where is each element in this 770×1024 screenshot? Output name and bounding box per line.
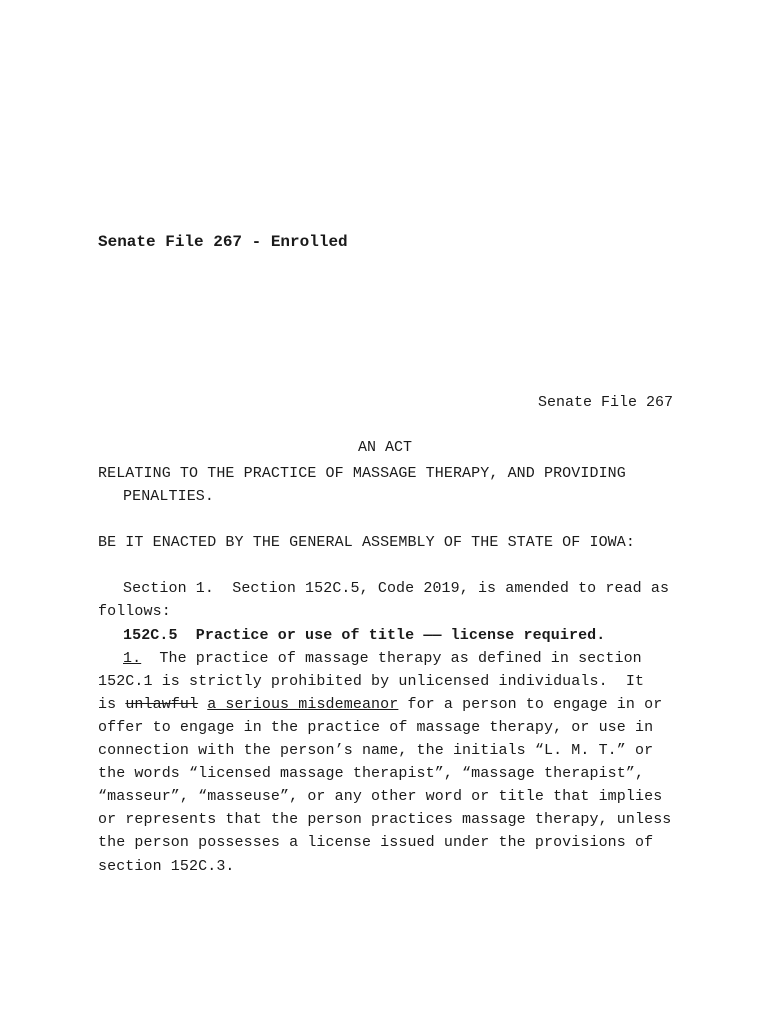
file-number: Senate File 267 bbox=[537, 394, 673, 411]
section-1-line-1: Section 1. Section 152C.5, Code 2019, is amended to read as bbox=[123, 580, 670, 597]
relating-line-2: PENALTIES. bbox=[123, 488, 215, 505]
body-line-8: or represents that the person practices massage therapy, unless bbox=[98, 811, 672, 828]
section-1-line-2: follows: bbox=[98, 603, 171, 620]
relating-line-1: RELATING TO THE PRACTICE OF MASSAGE THERAPY, AND PROVIDING bbox=[98, 465, 626, 482]
body-line-3-start: is bbox=[98, 696, 126, 713]
struck-text: unlawful bbox=[125, 696, 199, 713]
document-header-title: Senate File 267 - Enrolled bbox=[98, 233, 348, 251]
body-line-1 bbox=[123, 647, 642, 670]
act-heading: AN ACT bbox=[357, 439, 412, 456]
body-line-6: the words “licensed massage therapist”, “massage therapist”, bbox=[98, 765, 645, 782]
section-heading: 152C.5 Practice or use of title —— license required. bbox=[123, 627, 606, 644]
body-line-2: 152C.1 is strictly prohibited by unlicensed individuals. It bbox=[98, 673, 645, 690]
body-line-3 bbox=[98, 693, 662, 716]
body-line-10: section 152C.3. bbox=[98, 858, 235, 875]
body-line-9: the person possesses a license issued under the provisions of bbox=[98, 834, 654, 851]
subsection-number: 1. bbox=[123, 650, 142, 667]
inserted-text: a serious misdemeanor bbox=[207, 696, 399, 713]
body-line-5: connection with the person’s name, the initials “L. M. T.” or bbox=[98, 742, 654, 759]
body-line-3-end: for a person to engage in or bbox=[398, 696, 663, 713]
body-line-7: “masseur”, “masseuse”, or any other word or title that implies bbox=[98, 788, 663, 805]
enacting-clause: BE IT ENACTED BY THE GENERAL ASSEMBLY OF THE STATE OF IOWA: bbox=[98, 534, 635, 551]
body-line-4: offer to engage in the practice of massage therapy, or use in bbox=[98, 719, 654, 736]
body-line-1-text: The practice of massage therapy as defined in section bbox=[141, 650, 642, 667]
